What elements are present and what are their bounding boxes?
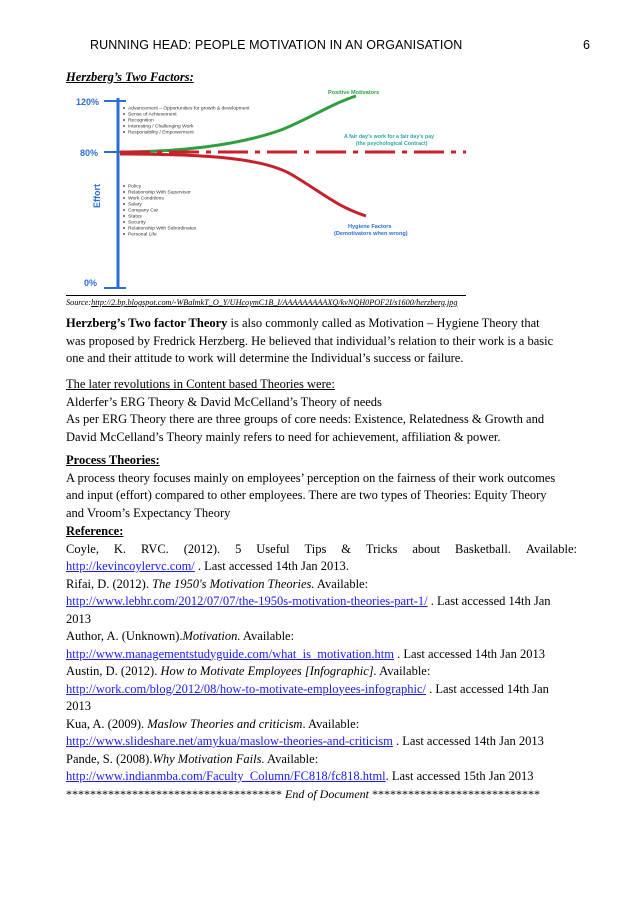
para-line: was proposed by Fredrick Herzberg. He believed that individual’s relation to their work is a basic: [66, 333, 554, 348]
positive-motivators-title: Positive Motivators: [328, 90, 380, 96]
hygiene-item: Relationship With Supervisor: [128, 190, 191, 196]
reference-1-line: Coyle, K. RVC. (2012). 5 Useful Tips & Tricks about Basketball. Available:: [66, 541, 577, 556]
effort-axis-label: Effort: [92, 184, 102, 208]
para-line: one and their attitude to work will determine the Individual’s success or failure.: [66, 351, 464, 365]
hygiene-title-line2: (Demotivators when wrong): [334, 231, 408, 237]
source-label: Source:: [66, 298, 92, 307]
herzberg-figure: [66, 90, 466, 295]
hygiene-item: Salary: [128, 202, 142, 208]
motivator-item: Advancement – Opportunities for growth & development: [128, 106, 250, 112]
source-link[interactable]: http://2.bp.blogspot.com/-WBalmkT_O_Y/UHcoymC1B_I/AAAAAAAAAXQ/kvNQH0POF2I/s1600/herzberg.jpg: [91, 298, 458, 307]
process-theories-section: [66, 452, 577, 522]
reference-6: Pande, S. (2008).Why Motivation Fails. Available:: [66, 751, 319, 766]
section-title: Herzberg’s Two Factors:: [66, 70, 194, 84]
reference-4-link[interactable]: http://work.com/blog/2012/08/how-to-motivate-employees-infographic/: [66, 681, 426, 696]
hygiene-item: Policy: [128, 184, 142, 190]
herzberg-paragraph: [66, 315, 577, 368]
reference-6-link[interactable]: http://www.indianmba.com/Faculty_Column/FC818/fc818.html: [66, 769, 386, 783]
hygiene-item: Personal Life: [128, 232, 157, 238]
para-line: David McCelland’s Theory mainly refers to need for achievement, affiliation & power.: [66, 429, 501, 444]
reference-5: Kua, A. (2009). Maslow Theories and criticism. Available:: [66, 716, 360, 731]
para-line: is also commonly called as Motivation – Hygiene Theory that: [227, 316, 540, 330]
hygiene-title-line1: Hygiene Factors: [348, 224, 392, 230]
hygiene-item: Company Car: [128, 208, 159, 214]
herzberg-term: Herzberg’s Two factor Theory: [66, 316, 228, 330]
figure-background: [66, 90, 466, 295]
hygiene-item: Status: [128, 214, 142, 220]
reference-5-link[interactable]: http://www.slideshare.net/amykua/maslow-theories-and-criticism: [66, 734, 393, 748]
para-line: and Vroom’s Expectancy Theory: [66, 505, 231, 520]
process-theories-heading: Process Theories:: [66, 453, 160, 467]
motivator-item: Interesting / Challenging Work: [128, 124, 194, 130]
para-line: As per ERG Theory there are three groups of core needs: Existence, Relatedness & Growth and: [66, 412, 545, 426]
para-line: Alderfer’s ERG Theory & David McCelland’s Theory of needs: [66, 394, 382, 409]
running-header: [90, 38, 590, 52]
hygiene-item: Security: [128, 220, 146, 226]
content-theories-heading: The later revolutions in Content based Theories were:: [66, 377, 335, 391]
figure-source: [66, 298, 457, 307]
contract-label-line1: A fair day’s work for a fair day’s pay: [344, 134, 435, 140]
y-label-0: 0%: [84, 278, 98, 288]
figure-divider: [66, 295, 466, 296]
reference-1-link[interactable]: http://kevincoylervc.com/: [66, 559, 195, 573]
contract-label-line2: (the psychological Contract): [356, 141, 428, 147]
reference-2-link[interactable]: http://www.lebhr.com/2012/07/07/the-1950s-motivation-theories-part-1/: [66, 594, 428, 608]
page-number: 6: [582, 38, 590, 52]
para-line: and input (effort) compared to other employees. There are two types of Theories: Equity Theory: [66, 488, 547, 502]
y-label-80: 80%: [80, 148, 99, 158]
y-label-120: 120%: [76, 97, 100, 107]
hygiene-item: Work Conditions: [128, 196, 164, 202]
motivator-item: Sense of Achievement: [128, 112, 177, 118]
content-theories-section: [66, 376, 577, 446]
reference-3-link[interactable]: http://www.managementstudyguide.com/what_is_motivation.htm: [66, 646, 394, 661]
para-line: A process theory focuses mainly on employees’ perception on the fairness of their work outcomes: [66, 470, 556, 485]
running-head-text: RUNNING HEAD: PEOPLE MOTIVATION IN AN ORGANISATION: [90, 38, 463, 52]
reference-4: Austin, D. (2012). How to Motivate Employees [Infographic]. Available:: [66, 664, 431, 678]
reference-3: Author, A. (Unknown).Motivation. Available:: [66, 629, 295, 643]
references-section: Reference: Coyle, K. RVC. (2012). 5 Useful Tips & Tricks about Basketball. Available: http://kevincoylervc.com/ . Last accessed 14th Jan 2013. Rifai, D. (2012). The 1950's Motivation Theories. Available: http://www.lebhr.com/2012/07/07/the-1950s-motivation-theories-part-1/ . Last accessed 14th Jan 2013 Author, A. (Unknown).Motivation. Available: http://www.managementstudyguide.com/what_is_motivation.htm . Last accessed 14th Jan 2013 Austin, D. (2012). How to Motivate Employees [Infographic]. Available: http://work.com/blog/2012/08/how-to-motivate-employees-infographic/ . Last accessed 14th Jan 2013 Kua, A. (2009). Maslow Theories and criticism. Available: http://www.slideshare.net/amykua/maslow-theories-and-criticism . Last accessed 14th Jan 2013 Pande, S. (2008).Why Motivation Fails. Available: http://www.indianmba.com/Faculty_Column/FC818/fc818.html. Last accessed 15th Jan 2013 ************************************ End of Document ****************************: [66, 523, 577, 803]
motivator-item: Responsibility / Empowerment: [128, 130, 194, 136]
motivator-item: Recognition: [128, 118, 154, 124]
hygiene-item: Relationship With Subordinates: [128, 226, 197, 232]
reference-2: Rifai, D. (2012). The 1950's Motivation Theories. Available:: [66, 576, 369, 591]
end-of-document: ************************************ End of Document ****************************: [66, 786, 540, 801]
references-heading: Reference:: [66, 524, 124, 538]
